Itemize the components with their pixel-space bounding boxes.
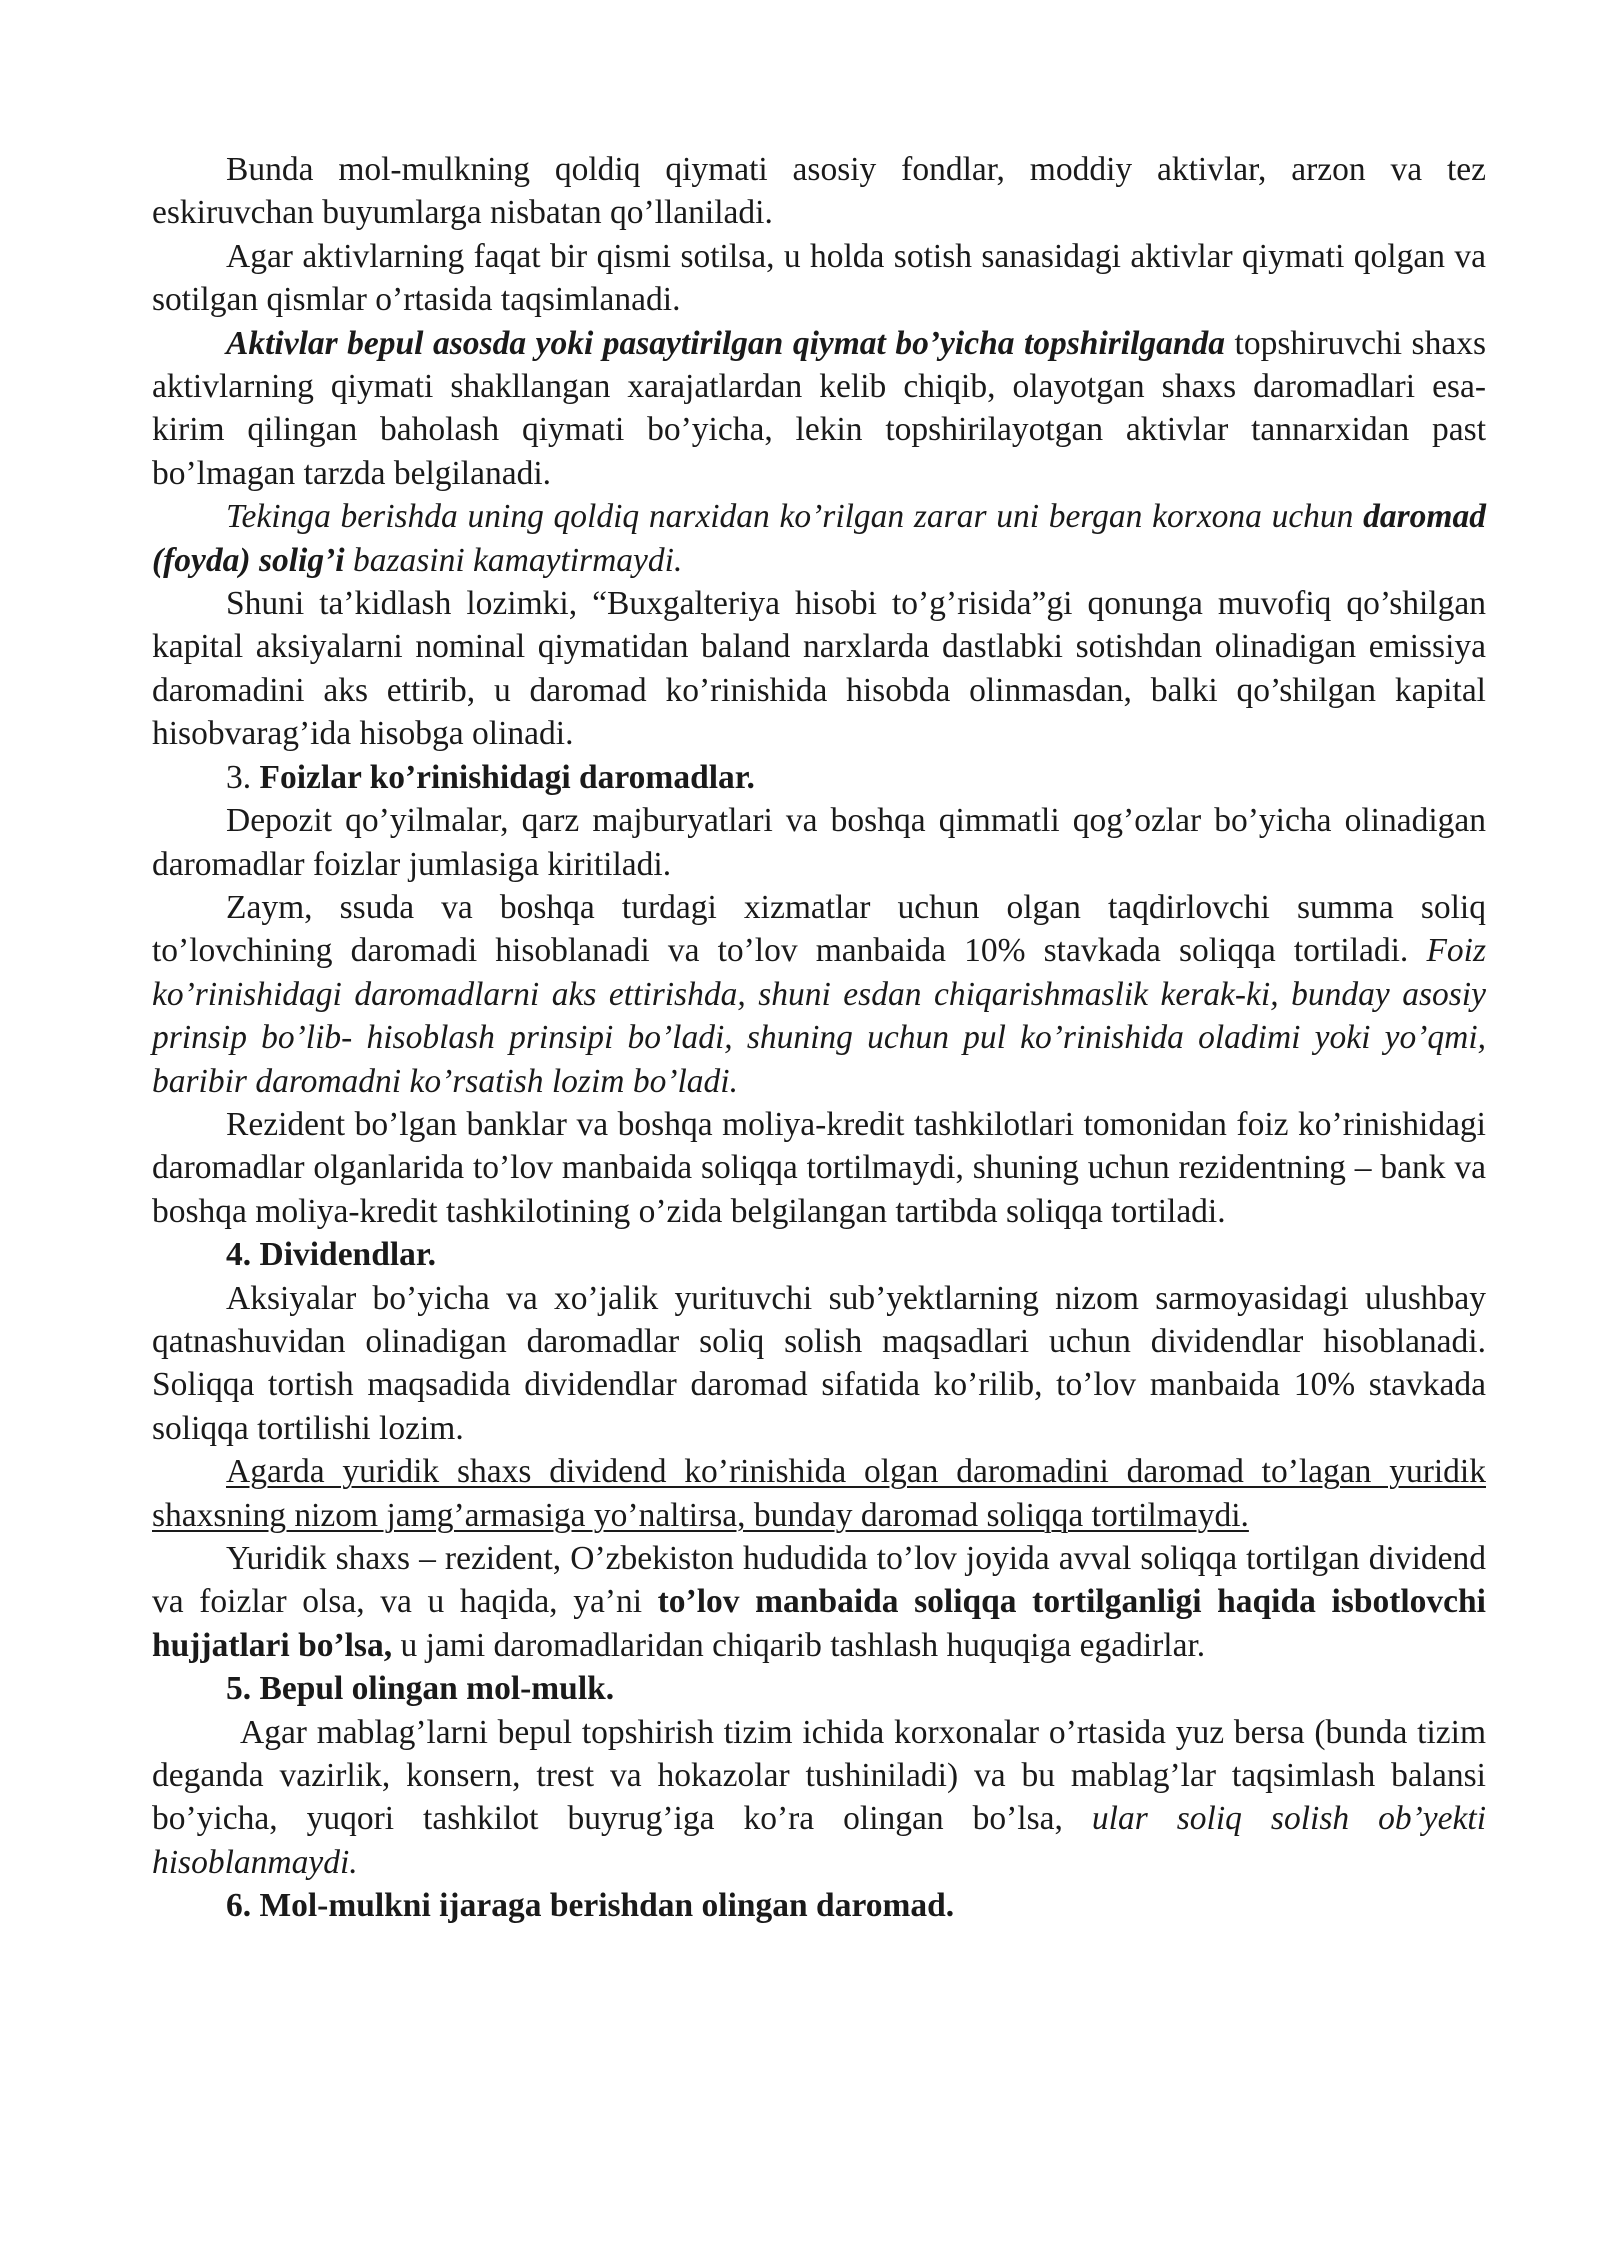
- paragraph-partial-sale: [152, 235, 1486, 322]
- section-heading-lease-income: [152, 1884, 1486, 1927]
- paragraph-dividends-definition: [152, 1277, 1486, 1451]
- paragraph-text: u jami daromadlaridan chiqarib tashlash huquqiga egadirlar.: [392, 1626, 1206, 1664]
- paragraph-free-transfer: [152, 322, 1486, 496]
- paragraph-text: Aksiyalar bo’yicha va xo’jalik yurituvchi sub’yektlarning nizom sarmoyasidagi ulushbay qatnashuvidan olinadigan daromadlar soliq solish maqsadlari uchun dividendlar hisoblanadi. Soliqqa tortish maqsadida dividendlar daromad sifatida ko’rilib, to’lov manbaida 10% stavkada soliqqa tortilishi lozim.: [152, 1279, 1486, 1447]
- emphasis-text: Aktivlar bepul asosda yoki pasaytirilgan qiymat bo’yicha topshirilganda: [226, 324, 1226, 362]
- paragraph-text: Yuridik shaxs – rezident, O’zbekiston hududida to’lov joyida avval soliqqa tortilgan dividend va foizlar olsa, va u haqida, ya’ni: [152, 1540, 1486, 1621]
- section-heading-dividends: [152, 1233, 1486, 1276]
- paragraph-emission-income: [152, 582, 1486, 756]
- paragraph-loans: [152, 886, 1486, 1103]
- paragraph-text: Bunda mol-mulkning qoldiq qiymati asosiy fondlar, moddiy aktivlar, arzon va tez eskiruvchan buyumlarga nisbatan qo’llaniladi.: [152, 151, 1486, 232]
- italic-text: ular soliq solish ob’yekti hisoblanmaydi.: [152, 1800, 1487, 1881]
- paragraph-resident-banks: [152, 1103, 1486, 1233]
- italic-text: Foiz ko’rinishidagi daromadlarni aks ettirishda, shuni esdan chiqarishmaslik kerak-ki, bunday asosiy prinsip bo’lib- hisoblash prinsipi bo’ladi, shuning uchun pul ko’rinishida oladimi yoki yo’qmi, baribir daromadni ko’rsatish lozim bo’ladi.: [152, 932, 1486, 1100]
- italic-text: bazasini kamaytirmaydi.: [344, 541, 683, 579]
- paragraph-text: Agar aktivlarning faqat bir qismi sotilsa, u holda sotish sanasidagi aktivlar qiymati qolgan va sotilgan qismlar o’rtasida taqsimlanadi.: [152, 237, 1486, 319]
- section-title: 5. Bepul olingan mol-mulk.: [226, 1670, 615, 1708]
- paragraph-text: Depozit qo’yilmalar, qarz majburyatlari va boshqa qimmatli qog’ozlar bo’yicha olinadigan daromadlar foizlar jumlasiga kiritiladi.: [152, 802, 1486, 883]
- section-heading-free-property: [152, 1667, 1486, 1710]
- document-page: [152, 148, 1486, 1928]
- paragraph-deposits: [152, 799, 1486, 886]
- paragraph-text: Agar mablag’larni bepul topshirish tizim ichida korxonalar o’rtasida yuz bersa (bunda tizim deganda vazirlik, konsern, trest va hokazolar tushiniladi) va bu mablag’lar taqsimlash balansi bo’yicha, yuqori tashkilot buyrug’iga ko’ra olingan bo’lsa,: [152, 1713, 1486, 1838]
- paragraph-free-transfer-system: [152, 1711, 1486, 1885]
- section-heading-interest: [152, 756, 1486, 799]
- paragraph-residual-value: [152, 148, 1486, 235]
- paragraph-loss-note: [152, 495, 1486, 582]
- bold-text: to’lov manbaida soliqqa tortilganligi haqida isbotlovchi hujjatlari bo’lsa,: [152, 1583, 1486, 1664]
- section-title: Foizlar ko’rinishidagi daromadlar.: [259, 758, 755, 796]
- section-number: 3.: [226, 758, 260, 796]
- paragraph-text: Rezident bo’lgan banklar va boshqa moliya-kredit tashkilotlari tomonidan foiz ko’rinishidagi daromadlar olganlarida to’lov manbaida soliqqa tortilmaydi, shuning uchun rezidentning – bank va boshqa moliya-kredit tashkilotining o’zida belgilangan tartibda soliqqa tortiladi.: [152, 1105, 1486, 1230]
- section-title: 6. Mol-mulkni ijaraga berishdan olingan daromad.: [226, 1887, 955, 1925]
- paragraph-text: Zaym, ssuda va boshqa turdagi xizmatlar uchun olgan taqdirlovchi summa soliq to’lovchining daromadi hisoblanadi va to’lov manbaida 10% stavkada soliqqa tortiladi.: [152, 888, 1486, 970]
- underlined-text: Agarda yuridik shaxs dividend ko’rinishida olgan daromadini daromad to’lagan yuridik shaxsning nizom jamg’armasiga yo’naltirsa, bunday daromad soliqqa tortilmaydi.: [152, 1453, 1486, 1534]
- paragraph-text: Shuni ta’kidlash lozimki, “Buxgalteriya hisobi to’g’risida”gi qonunga muvofiq qo’shilgan kapital aksiyalarni nominal qiymatidan baland narxlarda dastlabki sotishdan olinadigan emissiya daromadini aks ettirib, u daromad ko’rinishida hisobda olinmasdan, balki qo’shilgan kapital hisobvarag’ida hisobga olinadi.: [152, 585, 1486, 753]
- section-title: 4. Dividendlar.: [226, 1236, 437, 1274]
- paragraph-dividend-exemption: [152, 1450, 1486, 1537]
- paragraph-text: topshiruvchi shaxs aktivlarning qiymati shakllangan xarajatlardan kelib chiqib, olayotgan shaxs daromadlari esa- kirim qilingan baholash qiymati bo’yicha, lekin topshirilayotgan aktivlar tannarxidan past bo’lmagan tarzda belgilanadi.: [152, 324, 1486, 492]
- italic-text: Tekinga berishda uning qoldiq narxidan ko’rilgan zarar uni bergan korxona uchun: [226, 498, 1364, 536]
- paragraph-resident-entity: [152, 1537, 1486, 1667]
- emphasis-text: daromad (foyda) solig’i: [152, 498, 1486, 579]
